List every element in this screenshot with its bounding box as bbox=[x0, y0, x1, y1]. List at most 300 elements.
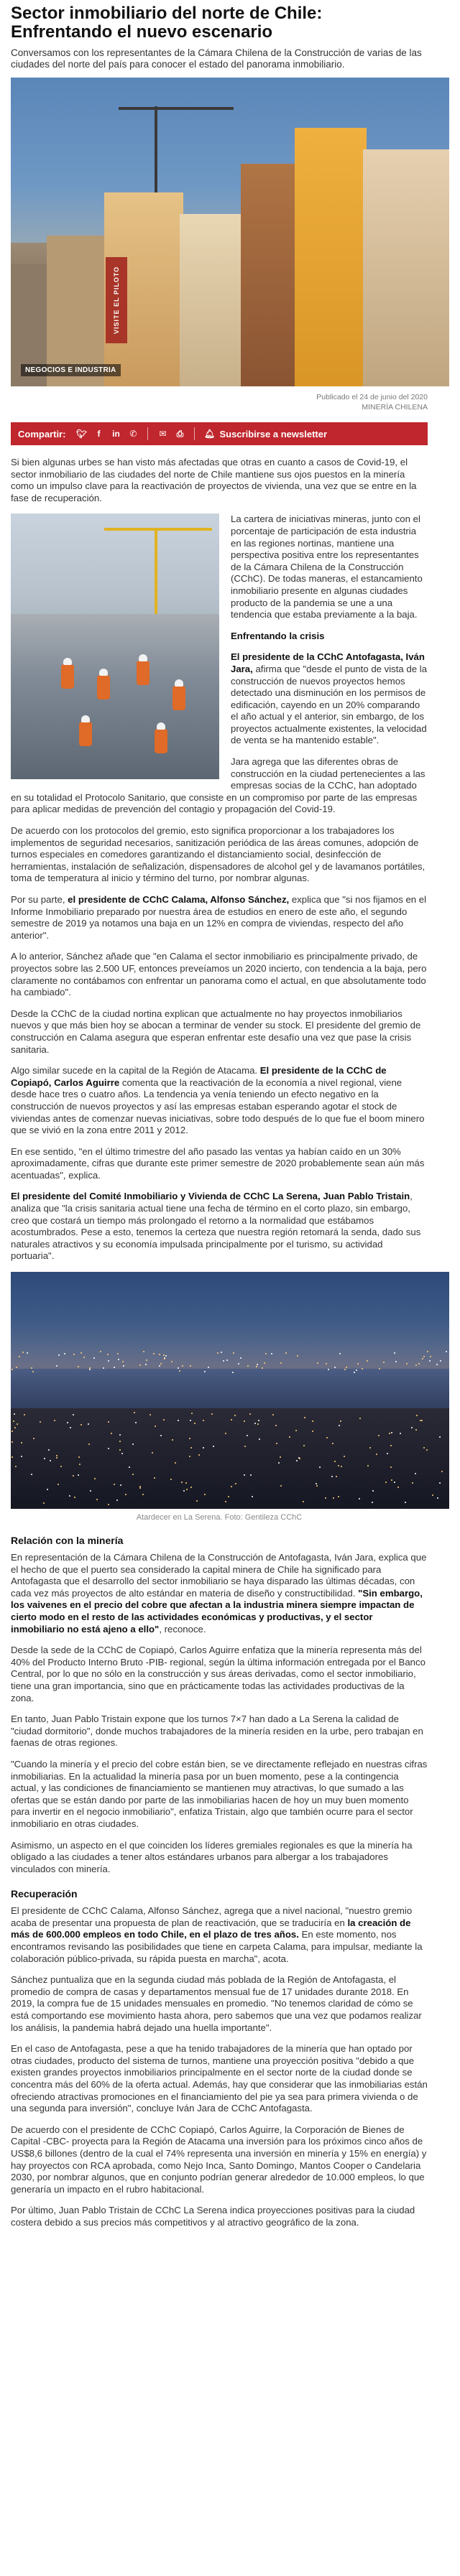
city-light bbox=[262, 1367, 263, 1369]
city-light bbox=[264, 1362, 265, 1364]
city-light bbox=[22, 1352, 24, 1353]
city-light bbox=[134, 1412, 135, 1413]
city-light bbox=[198, 1454, 200, 1456]
city-light bbox=[326, 1363, 327, 1364]
city-light bbox=[96, 1499, 98, 1500]
city-light bbox=[190, 1487, 192, 1488]
city-light bbox=[32, 1371, 34, 1372]
paragraph: Por último, Juan Pablo Tristain de CChC La Serena indica proyecciones positivas para la ciudad costera debido a sus precios más competitivos y al atractivo geográfico de la zona. bbox=[11, 2205, 415, 2228]
facebook-icon[interactable]: f bbox=[97, 429, 101, 439]
city-light bbox=[54, 1420, 55, 1421]
city-light bbox=[244, 1474, 245, 1476]
city-light bbox=[405, 1502, 406, 1503]
city-light bbox=[12, 1369, 13, 1370]
city-light bbox=[367, 1360, 368, 1362]
city-light bbox=[78, 1366, 79, 1367]
city-light bbox=[160, 1363, 162, 1364]
city-light bbox=[146, 1359, 147, 1361]
paragraph: Jara agrega que las diferentes obras de construcción en la ciudad pertenecientes a las empresas socias de la CChC, han adoptado en su totalidad el Protocolo Sanitario, que consiste en un compromiso por parte de las empresas para aplicar medidas de prevención del contagio y propagación del Covid-19. bbox=[11, 756, 426, 815]
city-light bbox=[446, 1351, 447, 1352]
city-light bbox=[411, 1427, 413, 1428]
city-light bbox=[170, 1479, 172, 1480]
rooftop bbox=[11, 614, 219, 779]
city-light bbox=[275, 1425, 277, 1426]
worker bbox=[137, 661, 150, 685]
city-light bbox=[56, 1457, 58, 1459]
paragraph: De acuerdo con los protocolos del gremio, esto significa proporcionar a los trabajadores los implementos de seguridad necesarios, sanitización periódica de las áreas comunes, adopción de turnos especiales en comedores garantizando el distanciamiento social, desinfección de herramientas, instalación de señalización, dispensadores de alcohol gel y de lavamanos portátiles, toma de temperatura al inicio y término del turno, por nombrar algunas. bbox=[11, 825, 426, 884]
city-light bbox=[129, 1466, 130, 1468]
city-light bbox=[383, 1362, 385, 1363]
city-light bbox=[107, 1354, 109, 1355]
publish-date: Publicado el 24 de junio del 2020 bbox=[316, 393, 428, 401]
city-light bbox=[312, 1420, 313, 1422]
city-light bbox=[228, 1496, 229, 1497]
city-light bbox=[422, 1358, 423, 1359]
city-light bbox=[394, 1352, 395, 1354]
bell-icon[interactable]: 🔔︎ bbox=[203, 429, 216, 439]
city-light bbox=[89, 1367, 91, 1369]
city-light bbox=[249, 1413, 251, 1415]
city-light bbox=[73, 1414, 74, 1415]
city-light bbox=[114, 1484, 115, 1485]
image-caption: Atardecer en La Serena. Foto: Gentileza CChC bbox=[136, 1513, 303, 1522]
city-light bbox=[12, 1441, 13, 1443]
city-light bbox=[108, 1360, 109, 1362]
city-light bbox=[172, 1439, 173, 1441]
city-light bbox=[70, 1427, 71, 1428]
city-light bbox=[437, 1497, 438, 1499]
city-light bbox=[190, 1365, 191, 1367]
paragraph: La cartera de iniciativas mineras, junto con el porcentaje de participación de esta industria en las regiones nortinas, mantiene una perspectiva positiva entre los representantes de la Cámara Chilena de la Construcción (CChC). De todas maneras, el estancamiento inmobiliario presente en algunas ciudades producto de la pandemia se une a una tendencia que estaba previamente a la baja. bbox=[231, 513, 423, 620]
city-light bbox=[278, 1462, 280, 1464]
crane bbox=[155, 106, 157, 192]
city-light bbox=[336, 1476, 337, 1477]
city-light bbox=[31, 1367, 32, 1369]
paragraph: Asimismo, un aspecto en el que coinciden los líderes gremiales regionales es que la minería ha obligado a las ciudades a tener altos estándares urbanos para albergar a los trabajadores vinculados con minería. bbox=[11, 1839, 413, 1874]
building bbox=[363, 149, 449, 386]
paragraph: Si bien algunas urbes se han visto más afectadas que otras en cuanto a casos de Covid-19, el sector inmobiliario de las ciudades del norte de Chile mantiene sus ojos puestos en la minería como un impulso clave para la reactivación de proyectos de vivienda, una vez que se entre en la fase de recuperación. bbox=[11, 457, 417, 503]
section-heading-recuperacion: Recuperación bbox=[11, 1888, 78, 1900]
article-lead: Conversamos con los representantes de la Cámara Chilena de la Construcción de varias de las ciudades del norte del país para conocer el estado del panorama inmobiliario. bbox=[11, 47, 422, 70]
city-light bbox=[21, 1456, 22, 1457]
city-light bbox=[14, 1413, 15, 1415]
city-light bbox=[295, 1430, 297, 1431]
city-light bbox=[108, 1421, 109, 1423]
city-light bbox=[415, 1364, 417, 1366]
city-light bbox=[211, 1413, 213, 1415]
city-light bbox=[394, 1482, 395, 1483]
city-light bbox=[372, 1490, 374, 1492]
city-light bbox=[344, 1456, 345, 1457]
city-light bbox=[312, 1431, 313, 1432]
city-light bbox=[238, 1363, 239, 1364]
paragraph: Por su parte, el presidente de CChC Calama, Alfonso Sánchez, explica que "si nos fijamos en el Informe Inmobiliario preparado por nuestra área de estudios en enero de este año, el segundo semestre de 2019 ya notamos una baja en un 12% en compra de viviendas, respecto del año anterior". bbox=[11, 894, 427, 941]
city-light bbox=[80, 1424, 82, 1426]
paragraph: En tanto, Juan Pablo Tristain expone que los turnos 7×7 han dado a La Serena la calidad de "ciudad dormitorio", donde muchos trabajadores de la minería residen en la urbe, pero trabajan en faenas de otras regiones. bbox=[11, 1714, 423, 1749]
building bbox=[295, 128, 367, 386]
city-light bbox=[182, 1365, 183, 1367]
city-light bbox=[234, 1415, 236, 1416]
city-light bbox=[159, 1365, 160, 1367]
city-light bbox=[160, 1435, 162, 1436]
city-light bbox=[406, 1363, 408, 1364]
city-light bbox=[132, 1474, 134, 1475]
city-light bbox=[50, 1460, 51, 1461]
city-light bbox=[15, 1466, 17, 1467]
city-light bbox=[103, 1367, 104, 1369]
paragraph: Desde la CChC de la ciudad nortina explican que actualmente no hay proyectos inmobiliarios nuevos y que más bien hoy se abocan a terminar de vender su stock. El presidente del gremio de construcción en Calama asegura que esperan enfrentar este desafío una vez que pase la crisis sanitaria. bbox=[11, 1008, 421, 1055]
city-light bbox=[123, 1365, 124, 1367]
city-light bbox=[143, 1351, 144, 1352]
city-light bbox=[27, 1352, 28, 1354]
hero-category-tag[interactable]: NEGOCIOS E INDUSTRIA bbox=[21, 364, 121, 376]
city-light bbox=[225, 1501, 226, 1502]
city-light bbox=[397, 1487, 399, 1488]
city-light bbox=[331, 1476, 333, 1477]
city-light bbox=[316, 1485, 318, 1487]
paragraph: Algo similar sucede en la capital de la Región de Atacama. El presidente de la CChC de Copiapó, Carlos Aguirre comenta que la reactivación de la economía a nivel regional, viene desde hace tres o cuatro años. La tendencia ya venía teniendo un efecto negativo en la construcción de nuevos proyectos y así las empresas estaban esperando agotar el stock de viviendas antes de comenzar nuevas iniciativas, sobre todo después de lo que fue el boom minero que se vivió en la zona entre 2011 y 2012. bbox=[11, 1065, 425, 1136]
city-light bbox=[389, 1433, 390, 1434]
city-light bbox=[152, 1452, 153, 1454]
city-light bbox=[33, 1438, 34, 1439]
city-light bbox=[235, 1483, 236, 1484]
city-light bbox=[432, 1494, 433, 1496]
city-light bbox=[135, 1422, 137, 1423]
city-light bbox=[116, 1499, 118, 1501]
city-light bbox=[391, 1432, 392, 1433]
city-light bbox=[272, 1414, 274, 1415]
city-light bbox=[354, 1372, 355, 1373]
hero-sign: VISITE EL PILOTO bbox=[106, 257, 127, 343]
city-light bbox=[257, 1423, 259, 1425]
city-light bbox=[190, 1420, 191, 1421]
construction-workers-image bbox=[11, 513, 219, 779]
city-light bbox=[339, 1353, 341, 1354]
city-light bbox=[94, 1478, 96, 1479]
city-light bbox=[334, 1461, 336, 1462]
city-light bbox=[391, 1479, 392, 1481]
city-light bbox=[171, 1361, 172, 1362]
city-light bbox=[58, 1484, 59, 1485]
city-light bbox=[297, 1355, 298, 1357]
city-light bbox=[44, 1458, 45, 1459]
city-light bbox=[178, 1367, 179, 1369]
city-light bbox=[226, 1359, 228, 1361]
city-light bbox=[387, 1453, 388, 1454]
city-light bbox=[385, 1482, 387, 1483]
city-light bbox=[121, 1453, 123, 1454]
city-light bbox=[395, 1361, 397, 1362]
city-light bbox=[232, 1372, 234, 1373]
city-light bbox=[155, 1426, 156, 1427]
city-light bbox=[440, 1360, 441, 1362]
city-light bbox=[233, 1352, 234, 1354]
city-light bbox=[231, 1419, 232, 1420]
whatsapp-icon[interactable]: ✆ bbox=[129, 429, 137, 439]
city-light bbox=[427, 1351, 428, 1352]
city-light bbox=[208, 1367, 209, 1368]
city-light bbox=[400, 1433, 401, 1434]
city-light bbox=[119, 1434, 121, 1436]
city-light bbox=[142, 1494, 144, 1495]
city-light bbox=[56, 1365, 58, 1367]
city-light bbox=[280, 1485, 282, 1487]
city-light bbox=[64, 1353, 65, 1354]
linkedin-icon[interactable]: in bbox=[112, 429, 120, 439]
worker bbox=[61, 664, 74, 689]
city-light bbox=[250, 1474, 252, 1476]
city-light bbox=[153, 1353, 155, 1354]
city-light bbox=[122, 1361, 124, 1362]
city-light bbox=[252, 1496, 253, 1497]
city-light bbox=[332, 1443, 334, 1444]
worker bbox=[155, 729, 167, 753]
city-light bbox=[439, 1436, 441, 1438]
city-light bbox=[163, 1354, 165, 1356]
city-light bbox=[90, 1490, 91, 1492]
city-light bbox=[93, 1357, 95, 1359]
city-light bbox=[150, 1414, 151, 1415]
worker bbox=[172, 686, 185, 710]
city-light bbox=[333, 1497, 334, 1499]
city-light bbox=[40, 1421, 41, 1423]
city-light bbox=[83, 1357, 85, 1358]
city-light bbox=[74, 1497, 75, 1498]
city-light bbox=[430, 1356, 431, 1357]
twitter-icon[interactable]: 🐦︎ bbox=[75, 429, 88, 439]
city-light bbox=[325, 1497, 326, 1499]
city-light bbox=[175, 1462, 176, 1464]
city-light bbox=[21, 1442, 22, 1443]
article-title: Sector inmobiliario del norte de Chile: Enfrentando el nuevo escenario bbox=[11, 4, 323, 42]
city-light bbox=[369, 1447, 371, 1449]
city-light bbox=[221, 1352, 222, 1353]
city-light bbox=[159, 1354, 160, 1355]
city-light bbox=[376, 1454, 377, 1455]
city-light bbox=[114, 1367, 115, 1368]
city-light bbox=[48, 1449, 50, 1451]
city-light bbox=[304, 1417, 305, 1418]
share-bar bbox=[11, 422, 428, 445]
city-light bbox=[119, 1441, 121, 1442]
city-light bbox=[117, 1353, 119, 1354]
city-light bbox=[359, 1498, 360, 1499]
city-light bbox=[181, 1482, 183, 1483]
worker bbox=[79, 722, 92, 746]
worker bbox=[97, 675, 110, 699]
paragraph: "Cuando la minería y el precio del cobre están bien, se ve directamente reflejado en nuestras cifras inmobiliarias. En la actualidad la minería pasa por un buen momento, pese a la contingencia actual, y las condiciones de financiamiento se mantienen muy atractivas, lo que sumado a las ofertas que se están dando por parte de las inmobiliarias hacen de hoy un muy buen momento para invertir en el negocio inmobiliario", enfatiza Tristain, algo que también ocurre para el sector inmobiliario en otras ciudades. bbox=[11, 1758, 428, 1829]
city-light bbox=[319, 1466, 321, 1468]
city-light bbox=[79, 1464, 80, 1465]
divider bbox=[147, 427, 148, 440]
city-light bbox=[145, 1364, 147, 1365]
paragraph: El presidente de CChC Calama, Alfonso Sánchez, agrega que a nivel nacional, "nuestro gremio acaba de presentar una propuesta de plan de reactivación, que se traduciría en la creación de más de 600.000 empleos en todo Chile, en el plazo de tres años. En este momento, nos encontramos revisando las posibilidades que tiene en carpeta Calama, para impulsar, mediante la colaboración público-privada, su rápida puesta en marcha", acota. bbox=[11, 1905, 423, 1964]
city-light bbox=[362, 1368, 363, 1370]
city-light bbox=[240, 1357, 242, 1359]
paragraph: El presidente del Comité Inmobiliario y Vivienda de CChC La Serena, Juan Pablo Tristain, analiza que "la crisis sanitaria actual tiene una fecha de término en el corto plazo, sin embargo, creo que costará un tiempo más prolongado el retorno a la normalidad que estábamos acostumbrados. Pese a esto, tenemos la certeza que nuestra región retomará la senda, dado sus naturales atractivos y su economía impulsada principalmente por el turismo, su actividad portuaria". bbox=[11, 1191, 421, 1262]
crane bbox=[104, 528, 212, 531]
city-light bbox=[118, 1359, 119, 1360]
city-light bbox=[280, 1362, 282, 1364]
night-city-image bbox=[11, 1272, 449, 1509]
city-light bbox=[47, 1489, 48, 1490]
email-icon[interactable]: ✉ bbox=[159, 429, 167, 439]
city-light bbox=[328, 1369, 329, 1370]
city-light bbox=[280, 1456, 281, 1458]
city-light bbox=[415, 1429, 417, 1431]
city-light bbox=[89, 1369, 91, 1370]
paragraph: Desde la sede de la CChC de Copiapó, Carlos Aguirre enfatiza que la minería representa más del 40% del Producto Interno Bruto -PIB- regional, según la última información entregada por el Banco Central, por lo que no sólo en la construcción y sus áreas derivadas, como el sector inmobiliario, tiene una gran importancia, sino que en prácticamente todas las actividades productivas de la zona. bbox=[11, 1645, 426, 1703]
city-light bbox=[16, 1367, 17, 1368]
article-meta bbox=[11, 392, 428, 412]
city-light bbox=[254, 1423, 256, 1424]
city-light bbox=[416, 1415, 418, 1416]
city-light bbox=[317, 1362, 318, 1364]
city-light bbox=[415, 1473, 416, 1474]
city-light bbox=[223, 1360, 224, 1362]
building bbox=[180, 214, 244, 386]
city-light bbox=[194, 1423, 196, 1424]
city-light bbox=[60, 1466, 62, 1467]
city-light bbox=[189, 1438, 190, 1439]
city-light bbox=[13, 1420, 14, 1422]
city-light bbox=[423, 1447, 425, 1449]
paragraph: A lo anterior, Sánchez añade que "en Calama el sector inmobiliario es principalmente privado, de proyectos sobre las 2.500 UF, entonces preveíamos un 2020 incierto, con tendencia a la baja, pero claramente no contábamos con enfrentar un panorama como el actual, en que absolutamente todo ha cambiado". bbox=[11, 951, 427, 998]
paragraph: Sánchez puntualiza que en la segunda ciudad más poblada de la Región de Antofagasta, el promedio de compra de casas y departamentos mensual fue de 17 unidades durante 2018. En 2019, la compra fue de 15 unidades mensuales en promedio. "No tenemos claridad de cómo se está comportando ese movimiento hasta ahora, pero sabemos que una vez que podamos realizar los análisis, la pandemia habrá dejado una huella importante". bbox=[11, 1974, 422, 2033]
city-light bbox=[67, 1422, 68, 1423]
city-light bbox=[326, 1437, 328, 1438]
city-light bbox=[426, 1449, 428, 1451]
city-light bbox=[378, 1435, 380, 1436]
city-light bbox=[125, 1494, 126, 1495]
city-light bbox=[111, 1433, 112, 1434]
city-light bbox=[367, 1465, 369, 1466]
city-light bbox=[271, 1353, 272, 1354]
section-heading-mineria: Relación con la minería bbox=[11, 1535, 124, 1547]
crane bbox=[119, 107, 234, 110]
city-light bbox=[412, 1482, 413, 1484]
city-light bbox=[247, 1435, 248, 1436]
city-light bbox=[285, 1352, 287, 1354]
city-light bbox=[139, 1364, 141, 1366]
city-light bbox=[244, 1446, 246, 1447]
subscribe-newsletter-link[interactable]: Suscribirse a newsletter bbox=[219, 428, 328, 440]
city-light bbox=[418, 1363, 420, 1364]
city-light bbox=[78, 1474, 79, 1476]
city-light bbox=[119, 1449, 121, 1451]
city-light bbox=[120, 1484, 121, 1486]
city-light bbox=[154, 1477, 155, 1479]
city-light bbox=[69, 1495, 70, 1497]
city-light bbox=[258, 1420, 259, 1421]
city-light bbox=[231, 1486, 232, 1487]
city-light bbox=[56, 1455, 58, 1456]
share-label: Compartir: bbox=[18, 428, 66, 440]
city-light bbox=[289, 1436, 290, 1438]
city-light bbox=[439, 1482, 441, 1484]
city-light bbox=[436, 1364, 438, 1365]
city-light bbox=[390, 1445, 392, 1446]
city-light bbox=[179, 1370, 180, 1372]
city-light bbox=[163, 1419, 165, 1420]
city-light bbox=[357, 1363, 359, 1364]
city-light bbox=[379, 1368, 380, 1370]
building bbox=[241, 164, 298, 386]
city-light bbox=[108, 1448, 109, 1449]
city-light bbox=[78, 1456, 80, 1458]
article-source: MINERÍA CHILENA bbox=[362, 403, 428, 411]
city-light bbox=[178, 1420, 179, 1421]
city-light bbox=[165, 1355, 167, 1357]
city-light bbox=[341, 1466, 342, 1467]
paragraph: En ese sentido, "en el último trimestre del año pasado las ventas ya habían caído en un 30% aproximadamente, cifras que durante este primer semestre de 2020 probablemente sean aún más acentuadas", explica. bbox=[11, 1145, 425, 1181]
city-light bbox=[88, 1443, 90, 1445]
hero-image bbox=[11, 78, 449, 386]
city-light bbox=[339, 1425, 340, 1426]
section-heading: Enfrentando la crisis bbox=[231, 630, 325, 641]
city-light bbox=[338, 1496, 339, 1497]
divider bbox=[194, 427, 195, 440]
city-light bbox=[24, 1414, 25, 1415]
city-light bbox=[338, 1465, 339, 1466]
city-light bbox=[423, 1356, 425, 1357]
city-light bbox=[316, 1483, 317, 1484]
city-light bbox=[185, 1482, 187, 1484]
crane bbox=[155, 528, 157, 614]
city-light bbox=[256, 1366, 257, 1367]
city-light bbox=[204, 1371, 206, 1372]
city-light bbox=[73, 1475, 74, 1477]
city-light bbox=[359, 1418, 361, 1419]
city-light bbox=[73, 1354, 75, 1355]
float-section bbox=[11, 513, 428, 825]
city-light bbox=[12, 1456, 13, 1458]
city-light bbox=[132, 1443, 134, 1445]
city-light bbox=[139, 1487, 141, 1489]
city-light bbox=[204, 1494, 206, 1495]
city-light bbox=[225, 1433, 226, 1434]
paragraph: El presidente de la CChC Antofagasta, Iván Jara, afirma que "desde el punto de vista de la construcción de nuevos proyectos hemos detectado una disminución en los permisos de edificación, cayendo en un 20% comparando el año actual y el anterior, sin embargo, de los proyectos actualmente existentes, la velocidad de venta se ha mantenido estable". bbox=[231, 651, 428, 746]
city-light bbox=[390, 1466, 392, 1468]
city-light bbox=[189, 1456, 190, 1457]
city-light bbox=[265, 1353, 267, 1354]
city-light bbox=[346, 1367, 347, 1368]
city-light bbox=[191, 1413, 193, 1414]
city-land bbox=[11, 1408, 449, 1509]
city-light bbox=[259, 1438, 260, 1440]
city-light bbox=[100, 1351, 101, 1352]
city-light bbox=[203, 1420, 204, 1421]
city-light bbox=[303, 1501, 304, 1502]
city-light bbox=[421, 1420, 423, 1421]
city-light bbox=[164, 1358, 165, 1359]
city-light bbox=[334, 1367, 336, 1368]
city-light bbox=[276, 1443, 277, 1444]
city-light bbox=[420, 1420, 421, 1421]
city-light bbox=[58, 1354, 60, 1356]
city-light bbox=[344, 1369, 346, 1370]
city-light bbox=[88, 1423, 89, 1425]
city-light bbox=[296, 1460, 298, 1461]
paragraph: De acuerdo con el presidente de CChC Copiapó, Carlos Aguirre, la Corporación de Bienes de Capital -CBC- proyecta para la Región de Atacama una inversión para los próximos cinco años de US$8,6 billones (dentro de la cual el 74% representa una inversión en minería y 15% en energía) y hay proyectos con RCA aprobada, como Nejo Inca, Santo Domingo, Mantos Cooper o Candelaria 2030, por nombrar algunos, que en conjunto podrían generar alrededor de 10.000 empleos, lo que generaría un impacto en el rubro habitacional. bbox=[11, 2124, 427, 2195]
paragraph: En el caso de Antofagasta, pese a que ha tenido trabajadores de la minería que han optado por otras ciudades, producto del sistema de turnos, mantiene una proyección positiva "debido a que existen grandes proyectos inmobiliarios principalmente en el sector norte de la ciudad donde se concentra más del 60% de la oferta actual. Además, hay que considerar que las inmobiliarias están ofreciendo atractivas promociones en el financiamiento del pie ya sea para primera vivienda o de una segunda para inversión", concluye Iván Jara de CChC Antofagasta. bbox=[11, 2043, 428, 2114]
city-light bbox=[303, 1445, 305, 1446]
city-light bbox=[372, 1502, 373, 1503]
city-light bbox=[19, 1356, 20, 1357]
print-icon[interactable]: ⎙ bbox=[176, 428, 184, 439]
city-light bbox=[244, 1420, 245, 1422]
city-light bbox=[441, 1471, 443, 1472]
